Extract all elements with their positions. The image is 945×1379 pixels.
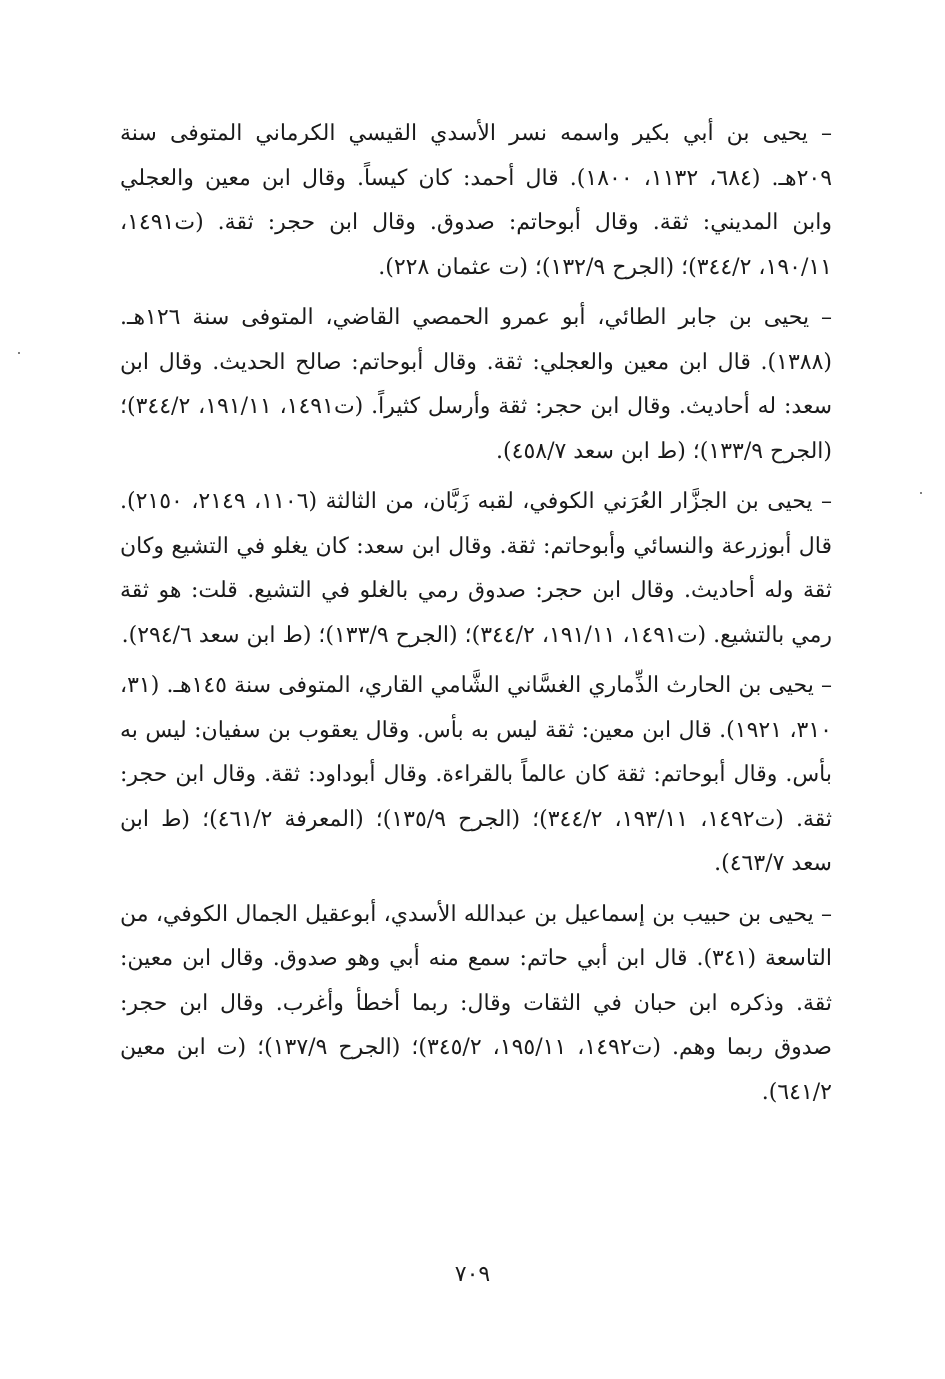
entry-yahya-ibn-habib: – يحيى بن حبيب بن إسماعيل بن عبدالله الأسدي، أبوعقيل الجمال الكوفي، من التاسعة (٣٤١). قال ابن أبي حاتم: سمع منه أبي وهو صدوق. وقال ابن معين: ثقة. وذكره ابن حبان في الثقات وقال: ربما أخطأ وأغرب. وقال ابن حجر: صدوق ربما وهم. (ت١٤٩٢، ١٩٥/١١، ٣٤٥/٢)؛ (الجرح ١٣٧/٩)؛ (ت ابن معين ٦٤١/٢).: [120, 901, 832, 1105]
page-body: [120, 112, 832, 1292]
entry-yahya-ibn-al-harith: – يحيى بن الحارث الذِّماري الغسَّاني الشَّامي القاري، المتوفى سنة ١٤٥هـ. (٣١، ٣١٠، ١٩٢١). قال ابن معين: ثقة ليس به بأس. وقال يعقوب بن سفيان: ليس به بأس. وقال أبوحاتم: ثقة كان عالماً بالقراءة. وقال أبوداود: ثقة. وقال ابن حجر: ثقة. (ت١٤٩٢، ١٩٣/١١، ٣٤٤/٢)؛ (الجرح ١٣٥/٩)؛ (المعرفة ٤٦١/٢)؛ (ط ابن سعد ٤٦٣/٧).: [120, 673, 833, 876]
scan-speck: [18, 352, 20, 354]
scan-speck: [920, 492, 922, 494]
page-number: ٧٠٩: [454, 1262, 491, 1287]
entry-yahya-ibn-abi-bukayr: – يحيى بن أبي بكير واسمه نسر الأسدي القيسي الكرماني المتوفى سنة ٢٠٩هـ. (٦٨٤، ١١٣٢، ١٨٠٠). قال أحمد: كان كيساً. وقال ابن معين والعجلي وابن المديني: ثقة. وقال أبوحاتم: صدوق. وقال ابن حجر: ثقة. (ت١٤٩١، ١٩٠/١١، ٣٤٤/٢)؛ (الجرح ١٣٢/٩)؛ (ت عثمان ٢٢٨).: [120, 121, 833, 280]
entry-yahya-ibn-jabir: – يحيى بن جابر الطائي، أبو عمرو الحمصي القاضي، المتوفى سنة ١٢٦هـ. (١٣٨٨). قال ابن معين والعجلي: ثقة. وقال أبوحاتم: صالح الحديث. وقال ابن سعد: له أحاديث. وقال ابن حجر: ثقة وأرسل كثيراً. (ت١٤٩١، ١٩١/١١، ٣٤٤/٢)؛ (الجرح ١٣٣/٩)؛ (ط ابن سعد ٤٥٨/٧).: [120, 305, 832, 464]
entry-yahya-ibn-al-jazzar: – يحيى بن الجزَّار العُرَني الكوفي، لقبه زَبَّان، من الثالثة (١١٠٦، ٢١٤٩، ٢١٥٠). قال أبوزرعة والنسائي وأبوحاتم: ثقة. وقال ابن سعد: كان يغلو في التشيع وكان ثقة وله أحاديث. وقال ابن حجر: صدوق رمي بالغلو في التشيع. قلت: هو ثقة رمي بالتشيع. (ت١٤٩١، ١٩١/١١، ٣٤٤/٢)؛ (الجرح ١٣٣/٩)؛ (ط ابن سعد ٢٩٤/٦).: [120, 489, 833, 648]
